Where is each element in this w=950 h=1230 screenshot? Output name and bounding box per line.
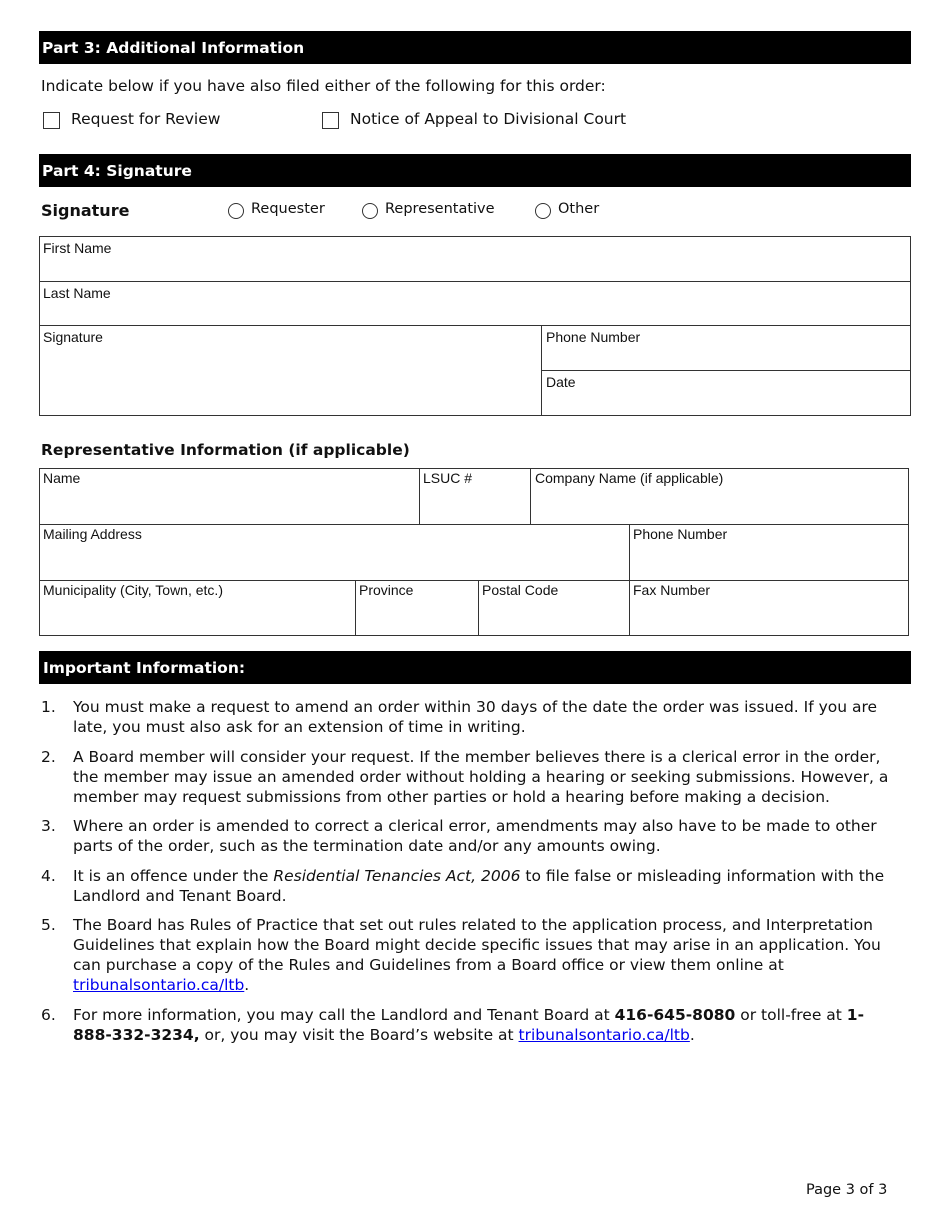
divider bbox=[39, 325, 911, 326]
rep-municipality-field[interactable]: Municipality (City, Town, etc.) bbox=[43, 582, 223, 598]
divider bbox=[355, 580, 356, 636]
list-item bbox=[41, 915, 899, 995]
item-text-after: . bbox=[689, 1025, 695, 1044]
signature-role-label: Signature bbox=[41, 201, 130, 220]
rep-lsuc-field[interactable]: LSUC # bbox=[423, 470, 473, 486]
representative-radio[interactable] bbox=[362, 203, 378, 219]
rep-fax-number-field[interactable]: Fax Number bbox=[633, 582, 711, 598]
rep-name-field[interactable]: Name bbox=[43, 470, 81, 486]
tribunals-link[interactable]: tribunalsontario.ca/ltb bbox=[73, 976, 245, 994]
divider bbox=[541, 370, 911, 371]
other-radio[interactable] bbox=[535, 203, 551, 219]
list-item bbox=[41, 1005, 899, 1045]
tribunals-link[interactable]: tribunalsontario.ca/ltb bbox=[518, 1025, 690, 1044]
divider bbox=[419, 468, 420, 524]
item-number: 4. bbox=[41, 866, 56, 885]
item-text: A Board member will consider your request. If the member believes there is a clerical error in the order, the member may issue an amended order without holding a hearing or seeking submissions. However, a member may request submissions from other parties or hold a hearing before making a decision. bbox=[73, 747, 889, 806]
notice-of-appeal-checkbox[interactable] bbox=[322, 112, 339, 129]
list-item bbox=[41, 866, 899, 906]
rep-phone-number-field[interactable]: Phone Number bbox=[633, 526, 728, 542]
important-header-text: Important Information: bbox=[43, 658, 246, 677]
item-number: 5. bbox=[41, 916, 56, 934]
item-text: Where an order is amended to correct a clerical error, amendments may also have to be made to other parts of the order, such as the termination date and/or any amounts owing. bbox=[73, 817, 877, 855]
requester-radio[interactable] bbox=[228, 203, 244, 219]
request-for-review-checkbox[interactable] bbox=[43, 112, 60, 129]
item-number: 1. bbox=[41, 698, 56, 716]
last-name-field[interactable]: Last Name bbox=[43, 285, 111, 301]
item-number: 6. bbox=[41, 1005, 56, 1024]
important-header bbox=[39, 651, 911, 684]
item-text: or, you may visit the Board’s website at bbox=[199, 1025, 519, 1044]
item-number: 3. bbox=[41, 817, 56, 835]
signature-field[interactable]: Signature bbox=[43, 329, 103, 345]
signature-table bbox=[39, 236, 911, 416]
list-item bbox=[41, 816, 899, 856]
requester-label: Requester bbox=[251, 201, 325, 217]
part3-header-text: Part 3: Additional Information bbox=[42, 38, 305, 57]
item-number: 2. bbox=[41, 747, 56, 766]
item-text-after: to file false or misleading information with the Landlord and Tenant Board. bbox=[73, 866, 885, 905]
phone-number-field[interactable]: Phone Number bbox=[546, 329, 641, 345]
important-list bbox=[41, 697, 899, 1054]
part3-instruction: Indicate below if you have also filed either of the following for this order: bbox=[41, 77, 606, 95]
list-item bbox=[41, 747, 899, 807]
divider bbox=[39, 580, 909, 581]
item-text: The Board has Rules of Practice that set out rules related to the application process, and Interpretation Guidelines that explain how the Board might decide specific issues that may arise in an application. You can purchase a copy of the Rules and Guidelines from a Board office or view them online at bbox=[73, 916, 881, 974]
part4-header-text: Part 4: Signature bbox=[42, 161, 192, 180]
rep-mailing-address-field[interactable]: Mailing Address bbox=[43, 526, 142, 542]
representative-heading: Representative Information (if applicable) bbox=[41, 441, 410, 459]
phone-number-local: 416-645-8080 bbox=[614, 1005, 736, 1024]
item-text-after: . bbox=[244, 976, 250, 994]
divider bbox=[39, 281, 911, 282]
divider bbox=[478, 580, 479, 636]
act-title: Residential Tenancies Act, 2006 bbox=[273, 866, 521, 885]
representative-label: Representative bbox=[385, 201, 495, 217]
representative-table bbox=[39, 468, 909, 636]
rep-postal-code-field[interactable]: Postal Code bbox=[482, 582, 559, 598]
part3-header bbox=[39, 31, 911, 64]
divider bbox=[39, 524, 909, 525]
part4-header bbox=[39, 154, 911, 187]
rep-company-field[interactable]: Company Name (if applicable) bbox=[535, 470, 724, 486]
request-for-review-label: Request for Review bbox=[71, 110, 221, 128]
notice-of-appeal-label: Notice of Appeal to Divisional Court bbox=[350, 110, 627, 128]
item-text-before: It is an offence under the bbox=[73, 866, 274, 885]
item-text: For more information, you may call the Landlord and Tenant Board at bbox=[73, 1005, 615, 1024]
item-text: You must make a request to amend an order within 30 days of the date the order was issued. If you are late, you must also ask for an extension of time in writing. bbox=[73, 698, 878, 736]
item-text: or toll-free at bbox=[735, 1005, 847, 1024]
rep-province-field[interactable]: Province bbox=[359, 582, 414, 598]
divider bbox=[629, 524, 630, 636]
other-label: Other bbox=[558, 201, 600, 217]
phone-number-toll-free: 1-888-332-3234, bbox=[73, 1005, 865, 1044]
list-item bbox=[41, 697, 899, 737]
page-number: Page 3 of 3 bbox=[806, 1182, 888, 1198]
divider bbox=[530, 468, 531, 524]
date-field[interactable]: Date bbox=[546, 374, 576, 390]
first-name-field[interactable]: First Name bbox=[43, 240, 112, 256]
